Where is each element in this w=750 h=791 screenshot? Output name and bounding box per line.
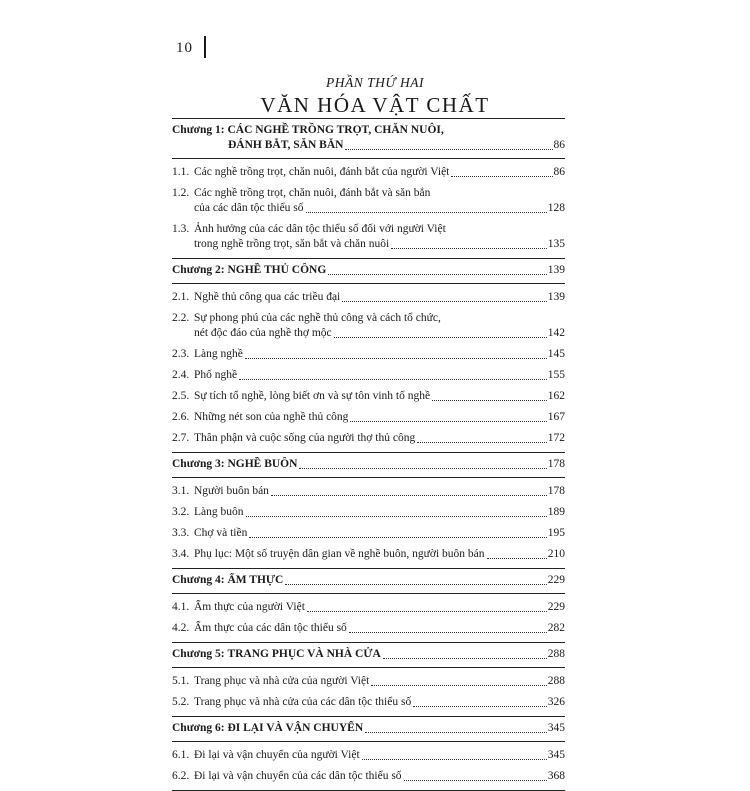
item-title: Phụ lục: Một số truyện dân gian về nghề buôn, người buôn bán [194,548,485,560]
page-ref: 345 [547,722,565,734]
toc-item [172,428,565,449]
page-ref: 142 [547,327,565,339]
dot-leader [306,212,547,213]
toc-entry-text [228,138,343,153]
chapter-title: NGHỀ THỦ CÔNG [227,264,327,276]
item-number: 2.6. [172,411,190,423]
toc-leader-row [172,410,565,425]
item-number: 5.2. [172,696,190,708]
toc-entry-text [172,457,297,472]
section-title: VĂN HÓA VẬT CHẤT [260,93,490,117]
item-title: Làng nghề [194,348,243,360]
page-ref: 86 [553,139,565,151]
item-title: Trang phục và nhà cửa của người Việt [194,675,370,687]
item-number: 2.2. [172,312,190,324]
item-number: 6.2. [172,770,190,782]
toc-item [172,692,565,713]
dot-leader [345,149,552,150]
page-ref: 178 [547,458,565,470]
item-title: Chợ và tiền [194,527,248,539]
chapter-title: ẨM THỰC [227,574,284,586]
dot-leader [417,442,547,443]
dot-leader [271,495,547,496]
item-number: 2.7. [172,432,190,444]
item-number: 2.1. [172,291,190,303]
chapter-label: Chương 2: [172,264,225,276]
item-title: Đi lại và vận chuyển của các dân tộc thiểu số [194,770,402,782]
chapter-block [172,453,565,569]
toc-leader-row [172,431,565,446]
toc-entry-text [172,484,269,499]
toc-item [172,183,565,219]
item-title: của các dân tộc thiểu số [194,202,304,214]
toc-entry-text [194,326,332,341]
toc-item [172,523,565,544]
page-ref: 229 [547,574,565,586]
item-title: Phố nghề [194,369,238,381]
toc-entry-text [172,600,305,615]
toc-leader-row [172,721,565,736]
dot-leader [285,584,546,585]
dot-leader [299,468,546,469]
toc-leader-row [172,526,565,541]
dot-leader [350,421,546,422]
toc-item [172,502,565,523]
toc-leader-row [172,695,565,710]
chapter-heading [172,643,565,667]
chapter-heading [172,453,565,477]
toc-item [172,365,565,386]
toc-item [172,481,565,502]
chapter-title: CÁC NGHỀ TRỒNG TRỌT, CHĂN NUÔI, [227,124,444,136]
chapter-title: TRANG PHỤC VÀ NHÀ CỬA [227,648,381,660]
page-ref: 326 [547,696,565,708]
item-number: 4.1. [172,601,190,613]
item-number: 1.1. [172,166,190,178]
toc-entry-text [172,621,347,636]
item-title: Những nét son của nghề thủ công [194,411,349,423]
chapter-items [172,741,565,790]
toc-leader-row [172,389,565,404]
toc-leader-row [172,769,565,784]
toc-leader-row [172,600,565,615]
table-of-contents [172,118,565,791]
toc-entry-text [172,368,237,383]
item-number: 6.1. [172,749,190,761]
item-title: Người buôn bán [194,485,269,497]
toc-entry-text [172,263,326,278]
chapter-items [172,593,565,642]
chapter-block [172,259,565,453]
item-number: 3.3. [172,527,190,539]
toc-leader-row [172,573,565,588]
dot-leader [371,685,546,686]
toc-item [172,766,565,787]
toc-entry-text [172,647,381,662]
toc-leader-row [172,263,565,278]
item-title: Trang phục và nhà cửa của các dân tộc thiểu số [194,696,412,708]
toc-item [172,618,565,639]
toc-leader-row [172,237,565,252]
toc-item [172,407,565,428]
toc-entry-text [172,695,411,710]
toc-item [172,745,565,766]
chapter-label: Chương 6: [172,722,225,734]
chapter-heading [172,717,565,741]
item-title: trong nghề trồng trọt, săn bắt và chăn nuôi [194,238,390,250]
page-ref: 195 [547,527,565,539]
toc-item [172,162,565,183]
page-ref: 345 [547,749,565,761]
dot-leader [432,400,547,401]
dot-leader [365,732,547,733]
toc-entry-text [172,290,340,305]
toc-item [172,386,565,407]
dot-leader [342,301,547,302]
page-ref: 229 [547,601,565,613]
dot-leader [246,516,547,517]
toc-leader-row [172,201,565,216]
item-title: Ảnh hưởng của các dân tộc thiểu số đối với người Việt [194,223,446,235]
page-ref: 210 [547,548,565,560]
toc-entry-text [172,769,402,784]
item-title: Làng buôn [194,506,244,518]
page-ref: 288 [547,648,565,660]
dot-leader [383,658,547,659]
chapter-items [172,283,565,452]
toc-item [172,308,565,344]
chapter-block [172,643,565,717]
chapter-items [172,158,565,258]
toc-leader-row [172,621,565,636]
dot-leader [349,632,547,633]
toc-leader-row [172,326,565,341]
toc-leader-row [172,290,565,305]
toc-entry-text [172,505,244,520]
toc-entry-text [172,431,415,446]
item-title: Thân phận và cuộc sống của người thợ thủ công [194,432,416,444]
chapter-label: Chương 3: [172,458,225,470]
toc-leader-row [172,547,565,562]
item-title: Đi lại và vận chuyển của người Việt [194,749,360,761]
toc-entry-text [172,748,360,763]
page-ref: 178 [547,485,565,497]
page-ref: 282 [547,622,565,634]
toc-leader-row [172,505,565,520]
dot-leader [487,558,547,559]
dot-leader [328,274,546,275]
item-title: Các nghề trồng trọt, chăn nuôi, đánh bắt của người Việt [194,166,450,178]
chapter-heading [172,119,565,158]
toc-leader-row [172,347,565,362]
item-title: Sự phong phú của các nghề thủ công và cách tổ chức, [194,312,441,324]
dot-leader [307,611,547,612]
page-ref: 86 [553,166,565,178]
toc-entry-text [172,674,369,689]
toc-entry-text [194,237,389,252]
dot-leader [362,759,547,760]
dot-leader [451,176,552,177]
item-title-line [172,222,565,237]
toc-entry-text [172,410,348,425]
toc-leader-row [172,165,565,180]
page-ref: 189 [547,506,565,518]
chapter-title: ĐI LẠI VÀ VẬN CHUYỂN [227,722,364,734]
item-title: Sự tích tổ nghề, lòng biết ơn và sự tôn vinh tổ nghề [194,390,431,402]
toc-item [172,344,565,365]
dot-leader [334,337,547,338]
toc-leader-row [172,457,565,472]
chapter-title-line [172,123,565,138]
item-title: Ẩm thực của người Việt [194,601,305,613]
toc-entry-text [172,165,449,180]
item-number: 4.2. [172,622,190,634]
page-ref: 155 [547,369,565,381]
toc-leader-row [172,674,565,689]
item-number: 1.2. [172,187,190,199]
toc-entry-text [172,721,363,736]
page-ref: 167 [547,411,565,423]
chapter-block [172,569,565,643]
dot-leader [245,358,547,359]
dot-leader [404,780,547,781]
toc-leader-row [172,748,565,763]
toc-item [172,544,565,565]
toc-entry-text [172,389,430,404]
page-ref: 139 [547,291,565,303]
chapter-label: Chương 5: [172,648,225,660]
item-title: Nghề thủ công qua các triều đại [194,291,341,303]
chapter-heading [172,259,565,283]
chapter-block [172,119,565,259]
dot-leader [391,248,547,249]
page-ref: 135 [547,238,565,250]
item-title: Ẩm thực của các dân tộc thiểu số [194,622,347,634]
toc-item [172,597,565,618]
page-ref: 162 [547,390,565,402]
item-number: 2.3. [172,348,190,360]
toc-leader-row [172,647,565,662]
page-ref: 145 [547,348,565,360]
dot-leader [239,379,547,380]
item-number: 2.5. [172,390,190,402]
item-number: 2.4. [172,369,190,381]
toc-entry-text [172,526,247,541]
chapter-heading [172,569,565,593]
page-ref: 172 [547,432,565,444]
toc-entry-text [194,201,304,216]
toc-item [172,287,565,308]
chapter-block [172,717,565,791]
chapter-title: NGHỀ BUÔN [227,458,298,470]
item-number: 3.4. [172,548,190,560]
part-title: PHẦN THỨ HAI [326,75,424,90]
page-number: 10 [176,40,193,56]
item-number: 1.3. [172,223,190,235]
dot-leader [413,706,547,707]
chapter-label: Chương 4: [172,574,225,586]
toc-entry-text [172,547,485,562]
toc-item [172,219,565,255]
page-number-divider [204,36,206,58]
chapter-title: ĐÁNH BẮT, SĂN BẮN [228,139,344,151]
toc-entry-text [172,573,283,588]
item-number: 5.1. [172,675,190,687]
item-title-line [172,311,565,326]
item-title: nét độc đáo của nghề thợ mộc [194,327,332,339]
item-number: 3.1. [172,485,190,497]
page-ref: 139 [547,264,565,276]
chapter-label: Chương 1: [172,124,225,136]
item-title-line [172,186,565,201]
page-ref: 368 [547,770,565,782]
toc-leader-row [172,138,565,153]
toc-item [172,671,565,692]
dot-leader [249,537,546,538]
page-ref: 288 [547,675,565,687]
item-title: Các nghề trồng trọt, chăn nuôi, đánh bắt và săn bắn [194,187,431,199]
chapter-items [172,667,565,716]
chapter-items [172,477,565,568]
page-ref: 128 [547,202,565,214]
toc-leader-row [172,484,565,499]
toc-entry-text [172,347,243,362]
item-number: 3.2. [172,506,190,518]
toc-leader-row [172,368,565,383]
